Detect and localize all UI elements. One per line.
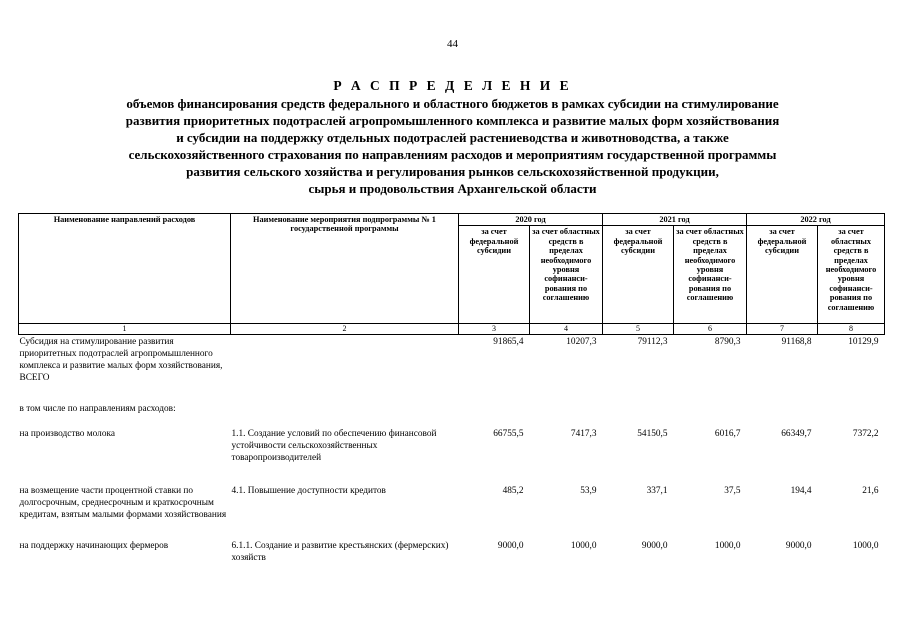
header-federal-2022: за счет федеральной субсидии <box>747 226 818 324</box>
row-value: 91168,8 <box>781 337 812 348</box>
subtitle-line: сырья и продовольствия Архангельской области <box>308 181 597 196</box>
distribution-table <box>18 213 885 568</box>
row-direction: в том числе по направлениям расходов: <box>19 404 176 415</box>
row-value: 53,9 <box>580 486 597 497</box>
row-value: 66755,5 <box>493 429 524 440</box>
row-value: 1000,0 <box>714 541 741 552</box>
row-value: 7372,2 <box>852 429 879 440</box>
row-value: 21,6 <box>862 486 879 497</box>
table-row-total <box>19 335 885 403</box>
row-value <box>747 402 818 427</box>
document-title: Р А С П Р Е Д Е Л Е Н И Е <box>333 78 572 93</box>
header-regional-2022: за счет областных средств в пределах необходимого уровня софинанси-рования по соглашению <box>818 226 885 324</box>
row-value: 9000,0 <box>497 541 524 552</box>
column-number: 2 <box>231 324 459 335</box>
row-value: 9000,0 <box>785 541 812 552</box>
row-value: 79112,3 <box>637 337 668 348</box>
row-value: 1000,0 <box>852 541 879 552</box>
row-value <box>459 402 530 427</box>
table-row-farmers <box>19 539 885 568</box>
row-value: 194,4 <box>790 486 812 497</box>
column-number: 5 <box>603 324 674 335</box>
subtitle-line: и субсидии на поддержку отдельных подотраслей растениеводства и животноводства, а также <box>176 130 729 145</box>
subtitle-line: сельскохозяйственного страхования по направлениям расходов и мероприятиям государственной программы <box>128 147 777 162</box>
row-event <box>231 335 459 403</box>
document-subtitle <box>40 95 865 197</box>
header-federal-2020: за счет федеральной субсидии <box>459 226 530 324</box>
header-year-2021: 2021 год <box>603 214 747 226</box>
row-value: 10207,3 <box>566 337 597 348</box>
header-year-2022: 2022 год <box>747 214 885 226</box>
row-direction: на поддержку начинающих фермеров <box>19 541 169 552</box>
table-row-milk <box>19 427 885 484</box>
column-number-row <box>19 324 885 335</box>
row-value <box>530 402 603 427</box>
row-value <box>674 402 747 427</box>
row-value: 337,1 <box>646 486 668 497</box>
row-event: 4.1. Повышение доступности кредитов <box>231 486 386 497</box>
column-number: 6 <box>674 324 747 335</box>
row-value: 66349,7 <box>781 429 812 440</box>
subtitle-line: развития приоритетных подотраслей агропромышленного комплекса и развитие малых форм хозяйствования <box>125 113 780 128</box>
column-number: 8 <box>818 324 885 335</box>
row-value: 485,2 <box>502 486 524 497</box>
row-value <box>818 402 885 427</box>
row-value: 1000,0 <box>570 541 597 552</box>
header-event: Наименование мероприятия подпрограммы № 1 государственной программы <box>231 214 459 324</box>
row-direction: на производство молока <box>19 429 115 440</box>
header-direction: Наименование направлений расходов <box>19 214 231 324</box>
row-value: 54150,5 <box>637 429 668 440</box>
row-value: 6016,7 <box>714 429 741 440</box>
row-value: 8790,3 <box>714 337 741 348</box>
row-value: 91865,4 <box>493 337 524 348</box>
column-number: 3 <box>459 324 530 335</box>
header-row <box>19 214 885 226</box>
row-value: 37,5 <box>724 486 741 497</box>
row-event: 1.1. Создание условий по обеспечению финансовой устойчивости сельскохозяйственных товаропроизводителей <box>231 429 437 464</box>
row-value: 10129,9 <box>848 337 879 348</box>
header-regional-2020: за счет областных средств в пределах необходимого уровня софинанси-рования по соглашению <box>530 226 603 324</box>
row-event: 6.1.1. Создание и развитие крестьянских (фермерских) хозяйств <box>231 541 449 564</box>
page-number: 44 <box>447 38 458 50</box>
header-federal-2021: за счет федеральной субсидии <box>603 226 674 324</box>
row-value <box>603 402 674 427</box>
header-regional-2021: за счет областных средств в пределах необходимого уровня софинанси-рования по соглашению <box>674 226 747 324</box>
row-direction: на возмещение части процентной ставки по долгосрочным, среднесрочным и краткосрочным кредитам, взятым малыми формами хозяйствования <box>19 486 227 521</box>
row-value: 9000,0 <box>641 541 668 552</box>
table-row-subheading <box>19 402 885 427</box>
column-number: 7 <box>747 324 818 335</box>
row-value: 7417,3 <box>570 429 597 440</box>
column-number: 4 <box>530 324 603 335</box>
header-year-2020: 2020 год <box>459 214 603 226</box>
column-number: 1 <box>19 324 231 335</box>
row-direction: Субсидия на стимулирование развития приоритетных подотраслей агропромышленного комплекса и развитие малых форм хозяйствования, ВСЕГО <box>19 337 223 384</box>
subtitle-line: объемов финансирования средств федерального и областного бюджетов в рамках субсидии на стимулирование <box>126 96 779 111</box>
subtitle-line: развития сельского хозяйства и регулирования рынков сельскохозяйственной продукции, <box>186 164 719 179</box>
table-row-interest-rate <box>19 484 885 539</box>
